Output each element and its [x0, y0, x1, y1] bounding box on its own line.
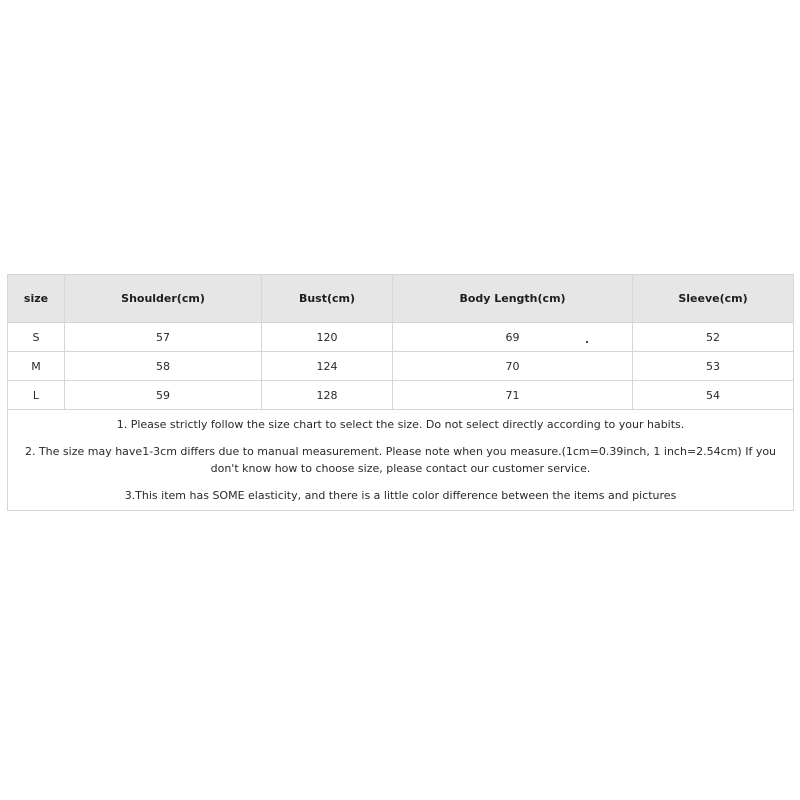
cell-shoulder: 57 — [65, 323, 262, 352]
header-size: size — [8, 275, 65, 323]
cell-sleeve: 54 — [633, 381, 794, 410]
note-1: 1. Please strictly follow the size chart to select the size. Do not select directly according to your habits. — [116, 418, 685, 431]
cell-shoulder: 58 — [65, 352, 262, 381]
cell-sleeve: 52 — [633, 323, 794, 352]
cell-bust: 124 — [262, 352, 393, 381]
header-row — [8, 275, 794, 323]
size-chart-table — [7, 274, 794, 511]
table-row — [8, 323, 794, 352]
note-3: 3.This item has SOME elasticity, and there is a little color difference between the items and pictures — [124, 489, 677, 502]
cell-body-length: 69 — [393, 323, 633, 352]
header-sleeve: Sleeve(cm) — [633, 275, 794, 323]
table-row — [8, 381, 794, 410]
cell-bust: 128 — [262, 381, 393, 410]
table-row — [8, 352, 794, 381]
notes-cell — [8, 410, 794, 511]
stray-dot — [586, 341, 588, 343]
notes-row — [8, 410, 794, 511]
cell-bust: 120 — [262, 323, 393, 352]
cell-size: S — [8, 323, 65, 352]
header-body-length: Body Length(cm) — [393, 275, 633, 323]
cell-size: M — [8, 352, 65, 381]
size-chart-header — [8, 275, 794, 323]
size-chart-body — [8, 323, 794, 511]
cell-body-length: 70 — [393, 352, 633, 381]
header-shoulder: Shoulder(cm) — [65, 275, 262, 323]
cell-body-length: 71 — [393, 381, 633, 410]
note-2: 2. The size may have1-3cm differs due to manual measurement. Please note when you measure.(1cm=0.39inch, 1 inch=2.54cm) If you don't know how to choose size, please contact our customer service. — [24, 445, 777, 475]
cell-shoulder: 59 — [65, 381, 262, 410]
cell-sleeve: 53 — [633, 352, 794, 381]
header-bust: Bust(cm) — [262, 275, 393, 323]
cell-size: L — [8, 381, 65, 410]
